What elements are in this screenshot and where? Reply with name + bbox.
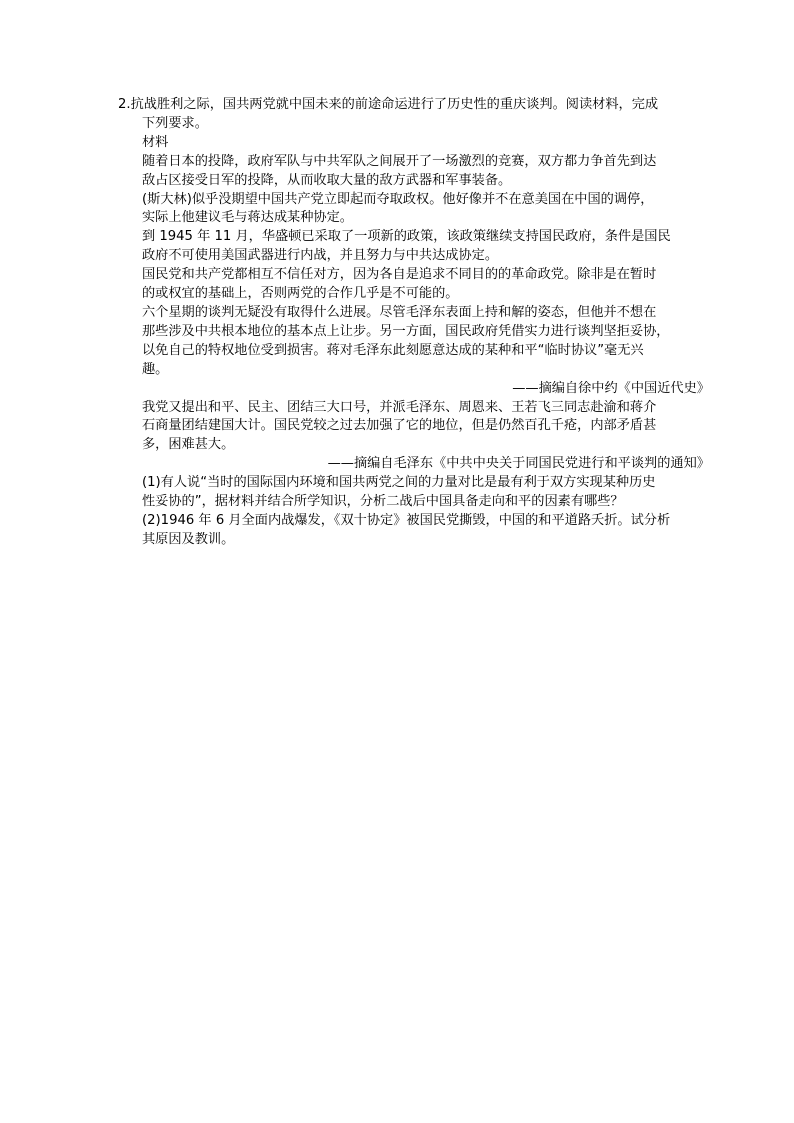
material-line: 那些涉及中共根本地位的基本点上让步。另一方面，国民政府凭借实力进行谈判坚拒妥协， bbox=[142, 323, 670, 339]
subquestion-line: 性妥协的”，据材料并结合所学知识，分析二战后中国具备走向和平的因素有哪些？ bbox=[142, 494, 624, 510]
material-line: 实际上他建议毛与蒋达成某种协定。 bbox=[142, 210, 353, 226]
subquestion-line: (1)有人说“当时的国际国内环境和国共两党之间的力量对比是最有利于双方实现某种历史 bbox=[142, 475, 656, 491]
material-source: ——摘编自徐中约《中国近代史》 bbox=[512, 380, 710, 396]
question-stem-line: 2.抗战胜利之际，国共两党就中国未来的前途命运进行了历史性的重庆谈判。阅读材料，完成 bbox=[118, 97, 659, 112]
material-block bbox=[118, 134, 710, 474]
question-page bbox=[118, 96, 710, 550]
subquestion-line: 其原因及教训。 bbox=[142, 531, 235, 547]
material-source: ——摘编自毛泽东《中共中央关于同国民党进行和平谈判的通知》 bbox=[327, 456, 710, 472]
material-line: 敌占区接受日军的投降，从而收取大量的敌方武器和军事装备。 bbox=[142, 172, 512, 188]
material-line: 随着日本的投降，政府军队与中共军队之间展开了一场激烈的竞赛，双方都力争首先到达 bbox=[142, 153, 657, 169]
material-line: (斯大林)似乎没期望中国共产党立即起而夺取政权。他好像并不在意美国在中国的调停， bbox=[142, 191, 654, 207]
subquestion-line: (2)1946 年 6 月全面内战爆发，《双十协定》被国民党撕毁，中国的和平道路夭折。试分析 bbox=[142, 512, 671, 528]
material-line: 趣。 bbox=[142, 361, 169, 377]
material-line: 的或权宜的基础上，否则两党的合作几乎是不可能的。 bbox=[142, 286, 459, 302]
material-line: 多，困难甚大。 bbox=[142, 437, 235, 453]
material-line: 政府不可使用美国武器进行内战，并且努力与中共达成协定。 bbox=[142, 248, 499, 264]
material-line: 国民党和共产党都相互不信任对方，因为各自是追求不同目的的革命政党。除非是在暂时 bbox=[142, 267, 657, 283]
question-stem-line: 下列要求。 bbox=[142, 115, 208, 131]
material-label: 材料 bbox=[142, 134, 169, 150]
material-line: 我党又提出和平、民主、团结三大口号，并派毛泽东、周恩来、王若飞三同志赴渝和蒋介 bbox=[142, 399, 657, 415]
question-stem bbox=[118, 96, 710, 134]
material-line: 到 1945 年 11 月，华盛顿已采取了一项新的政策，该政策继续支持国民政府，条件是国民 bbox=[142, 229, 671, 245]
material-line: 以免自己的特权地位受到损害。蒋对毛泽东此刻愿意达成的某种和平“临时协议”毫无兴 bbox=[142, 342, 644, 358]
material-line: 六个星期的谈判无疑没有取得什么进展。尽管毛泽东表面上持和解的姿态，但他并不想在 bbox=[142, 304, 657, 320]
material-line: 石商量团结建国大计。国民党较之过去加强了它的地位，但是仍然百孔千疮，内部矛盾甚 bbox=[142, 418, 657, 434]
subquestions-block bbox=[118, 474, 710, 550]
